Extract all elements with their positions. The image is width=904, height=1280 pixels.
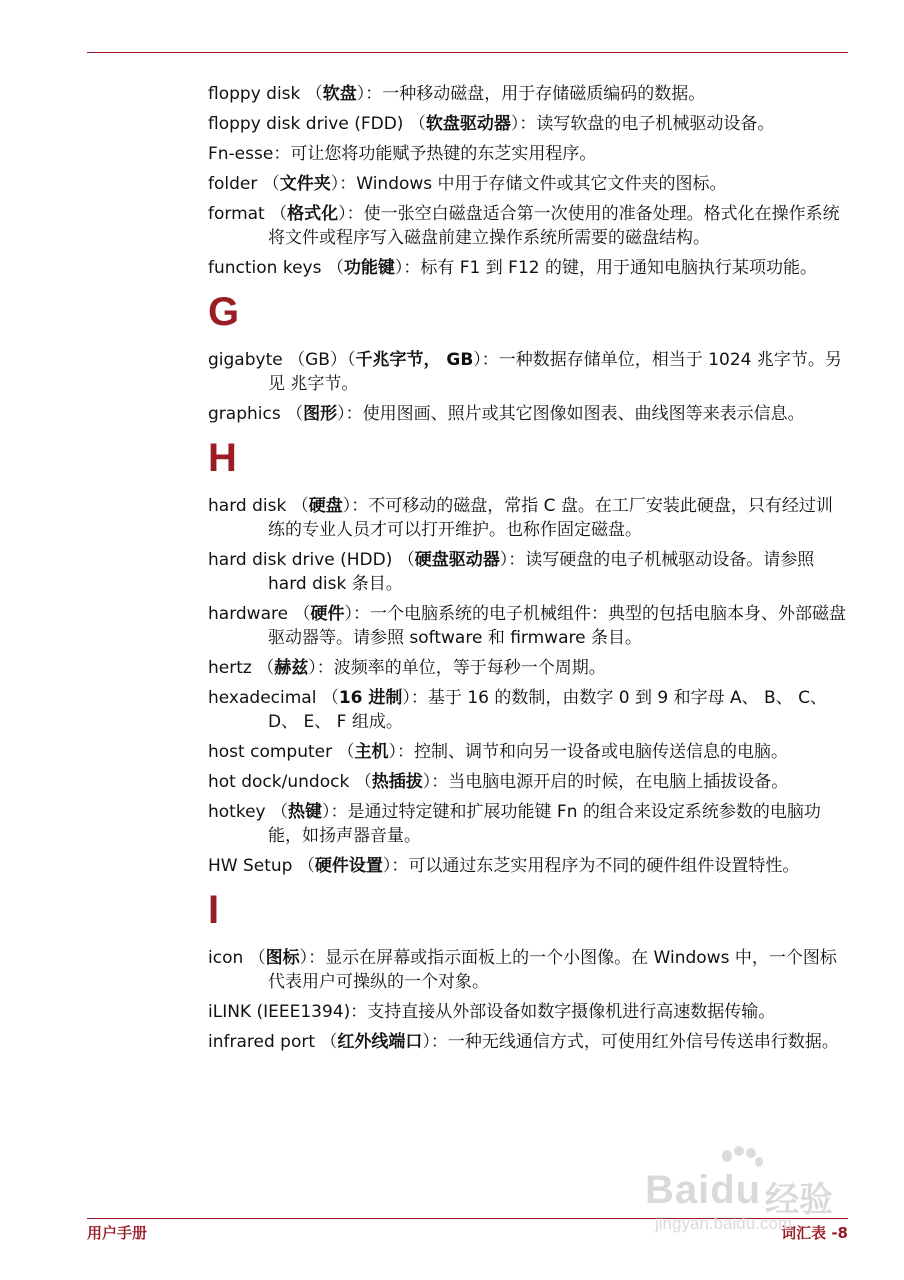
glossary-entry bbox=[208, 202, 848, 250]
section-g bbox=[208, 348, 848, 426]
glossary-entry bbox=[208, 112, 848, 136]
glossary-entry bbox=[208, 1000, 848, 1024]
paren-open: （ bbox=[337, 742, 355, 762]
paren-close: ） bbox=[344, 604, 353, 624]
paren-open: （ bbox=[270, 204, 288, 224]
watermark-cn: 经验 bbox=[765, 1181, 833, 1219]
glossary-entry bbox=[208, 686, 848, 734]
glossary-entry bbox=[208, 656, 848, 680]
entry-term: floppy disk bbox=[208, 84, 306, 104]
entry-definition: ：使一张空白磁盘适合第一次使用的准备处理。格式化在操作系统将文件或程序写入磁盘前建立操作系统所需要的磁盘结构。 bbox=[268, 204, 840, 248]
entry-definition: ：读写硬盘的电子机械驱动设备。请参照 hard disk 条目。 bbox=[268, 550, 815, 594]
entry-chinese-term: 格式化 bbox=[287, 204, 339, 224]
paren-open: （ bbox=[321, 688, 339, 708]
paren-open: （ bbox=[297, 856, 315, 876]
section-f bbox=[208, 82, 848, 280]
letter-heading-g: G bbox=[208, 290, 240, 334]
glossary-entry bbox=[208, 854, 848, 878]
glossary-entry bbox=[208, 256, 848, 280]
entry-chinese-term: 硬盘驱动器 bbox=[414, 550, 500, 570]
glossary-entry bbox=[208, 1030, 848, 1054]
entry-definition: ：支持直接从外部设备如数字摄像机进行高速数据传输。 bbox=[350, 1002, 776, 1022]
entry-term: gigabyte （GB） bbox=[208, 350, 347, 370]
glossary-entry bbox=[208, 82, 848, 106]
entry-definition: ：一种无线通信方式，可使用红外信号传送串行数据。 bbox=[430, 1032, 839, 1052]
entry-term: hotkey bbox=[208, 802, 272, 822]
entry-term: floppy disk drive (FDD) bbox=[208, 114, 409, 134]
entry-definition: ：一种移动磁盘，用于存储磁质编码的数据。 bbox=[365, 84, 706, 104]
letter-heading-i: I bbox=[208, 888, 220, 932]
entry-chinese-term: 热键 bbox=[288, 802, 323, 822]
paren-close: ） bbox=[422, 1032, 431, 1052]
paren-open: （ bbox=[248, 948, 266, 968]
entry-chinese-term: 红外线端口 bbox=[337, 1032, 423, 1052]
entry-term: iLINK (IEEE1394) bbox=[208, 1002, 351, 1022]
entry-definition: ：一种数据存储单位，相当于 1024 兆字节。另见 兆字节。 bbox=[268, 350, 842, 394]
paren-open: （ bbox=[397, 550, 415, 570]
glossary-entry bbox=[208, 602, 848, 650]
entry-chinese-term: 主机 bbox=[354, 742, 389, 762]
entry-definition: ：读写软盘的电子机械驱动设备。 bbox=[519, 114, 775, 134]
entry-definition: ：基于 16 的数制，由数字 0 到 9 和字母 A、 B、 C、 D、 E、 F 组成。 bbox=[268, 688, 827, 732]
entry-definition: ：是通过特定键和扩展功能键 Fn 的组合来设定系统参数的电脑功能，如扬声器音量。 bbox=[268, 802, 821, 846]
paren-open: （ bbox=[291, 496, 309, 516]
entry-definition: ：可以通过东芝实用程序为不同的硬件组件设置特性。 bbox=[391, 856, 800, 876]
paren-open: （ bbox=[354, 772, 372, 792]
entry-chinese-term: 赫兹 bbox=[274, 658, 309, 678]
entry-definition: ：Windows 中用于存储文件或其它文件夹的图标。 bbox=[339, 174, 727, 194]
entry-term: host computer bbox=[208, 742, 338, 762]
entry-chinese-term: 软盘驱动器 bbox=[425, 114, 511, 134]
entry-chinese-term: 功能键 bbox=[343, 258, 395, 278]
entry-term: format bbox=[208, 204, 271, 224]
paren-close: ） bbox=[330, 174, 340, 194]
baidu-watermark bbox=[645, 1148, 855, 1243]
entry-term: infrared port bbox=[208, 1032, 321, 1052]
entry-chinese-term: 文件夹 bbox=[279, 174, 331, 194]
paren-close: ） bbox=[338, 204, 347, 224]
paren-open: （ bbox=[293, 604, 311, 624]
glossary-entry bbox=[208, 770, 848, 794]
entry-chinese-term: 图形 bbox=[303, 404, 338, 424]
entry-chinese-term: 图标 bbox=[265, 948, 300, 968]
section-h bbox=[208, 494, 848, 878]
entry-definition: ：控制、调节和向另一设备或电脑传送信息的电脑。 bbox=[397, 742, 788, 762]
entry-definition: ：不可移动的磁盘，常指 C 盘。在工厂安装此硬盘，只有经过训练的专业人员才可以打开维护。也称作固定磁盘。 bbox=[268, 496, 833, 540]
paren-open: （ bbox=[346, 350, 356, 370]
glossary-entry bbox=[208, 142, 848, 166]
paren-close: ） bbox=[356, 84, 366, 104]
entry-term: hot dock/undock bbox=[208, 772, 355, 792]
entry-definition: ：显示在屏幕或指示面板上的一个小图像。在 Windows 中，一个图标代表用户可操纵的一个对象。 bbox=[268, 948, 837, 992]
entry-chinese-term: 硬件 bbox=[310, 604, 345, 624]
paren-close: ） bbox=[388, 742, 397, 762]
entry-chinese-term: 硬件设置 bbox=[314, 856, 383, 876]
glossary-entry bbox=[208, 494, 848, 542]
entry-term: HW Setup bbox=[208, 856, 298, 876]
paren-open: （ bbox=[257, 658, 275, 678]
paren-close: ） bbox=[499, 550, 509, 570]
footer-manual-title: 用户手册 bbox=[87, 1224, 148, 1242]
entry-term: hertz bbox=[208, 658, 258, 678]
entry-chinese-term: 千兆字节， GB bbox=[355, 350, 474, 370]
glossary-entry bbox=[208, 402, 848, 426]
entry-term: function keys bbox=[208, 258, 327, 278]
glossary-content bbox=[208, 82, 848, 1060]
entry-definition: ：可让您将功能赋予热键的东芝实用程序。 bbox=[273, 144, 597, 164]
paren-open: （ bbox=[326, 258, 344, 278]
paren-close: ） bbox=[394, 258, 404, 278]
glossary-entry bbox=[208, 348, 848, 396]
glossary-entry bbox=[208, 172, 848, 196]
entry-definition: ：当电脑电源开启的时候，在电脑上插拔设备。 bbox=[431, 772, 789, 792]
entry-term: icon bbox=[208, 948, 249, 968]
entry-chinese-term: 16 进制 bbox=[338, 688, 403, 708]
paren-close: ） bbox=[422, 772, 432, 792]
paren-close: ） bbox=[299, 948, 309, 968]
letter-heading-h: H bbox=[208, 436, 237, 480]
paren-close: ） bbox=[510, 114, 520, 134]
paren-close: ） bbox=[308, 658, 317, 678]
entry-chinese-term: 软盘 bbox=[322, 84, 357, 104]
glossary-entry bbox=[208, 740, 848, 764]
paren-close: ） bbox=[322, 802, 331, 822]
entry-term: folder bbox=[208, 174, 263, 194]
paren-open: （ bbox=[320, 1032, 338, 1052]
paren-open: （ bbox=[408, 114, 426, 134]
glossary-entry bbox=[208, 548, 848, 596]
paren-open: （ bbox=[305, 84, 323, 104]
entry-definition: ：标有 F1 到 F12 的键，用于通知电脑执行某项功能。 bbox=[403, 258, 817, 278]
entry-term: graphics bbox=[208, 404, 287, 424]
header-rule bbox=[87, 52, 848, 53]
watermark-url: jingyan.baidu.com bbox=[655, 1214, 793, 1233]
glossary-entry bbox=[208, 946, 848, 994]
paren-close: ） bbox=[337, 404, 346, 424]
section-i bbox=[208, 946, 848, 1054]
paren-close: ） bbox=[342, 496, 352, 516]
paren-open: （ bbox=[271, 802, 289, 822]
entry-term: hexadecimal bbox=[208, 688, 322, 708]
footer-page-number: 词汇表 -8 bbox=[781, 1224, 848, 1242]
watermark-brand: Baidu bbox=[645, 1168, 762, 1212]
entry-definition: ：波频率的单位，等于每秒一个周期。 bbox=[316, 658, 606, 678]
entry-definition: ：使用图画、照片或其它图像如图表、曲线图等来表示信息。 bbox=[345, 404, 805, 424]
paren-close: ） bbox=[382, 856, 392, 876]
glossary-entry bbox=[208, 800, 848, 848]
paren-open: （ bbox=[286, 404, 304, 424]
paren-open: （ bbox=[262, 174, 280, 194]
entry-term: hardware bbox=[208, 604, 294, 624]
entry-term: hard disk drive (HDD) bbox=[208, 550, 398, 570]
entry-definition: ：一个电脑系统的电子机械组件：典型的包括电脑本身、外部磁盘驱动器等。请参照 software 和 firmware 条目。 bbox=[268, 604, 846, 648]
paren-close: ） bbox=[402, 688, 411, 708]
entry-chinese-term: 热插拔 bbox=[371, 772, 423, 792]
entry-term: hard disk bbox=[208, 496, 292, 516]
entry-term: Fn-esse bbox=[208, 144, 274, 164]
paren-close: ） bbox=[473, 350, 482, 370]
entry-chinese-term: 硬盘 bbox=[308, 496, 343, 516]
